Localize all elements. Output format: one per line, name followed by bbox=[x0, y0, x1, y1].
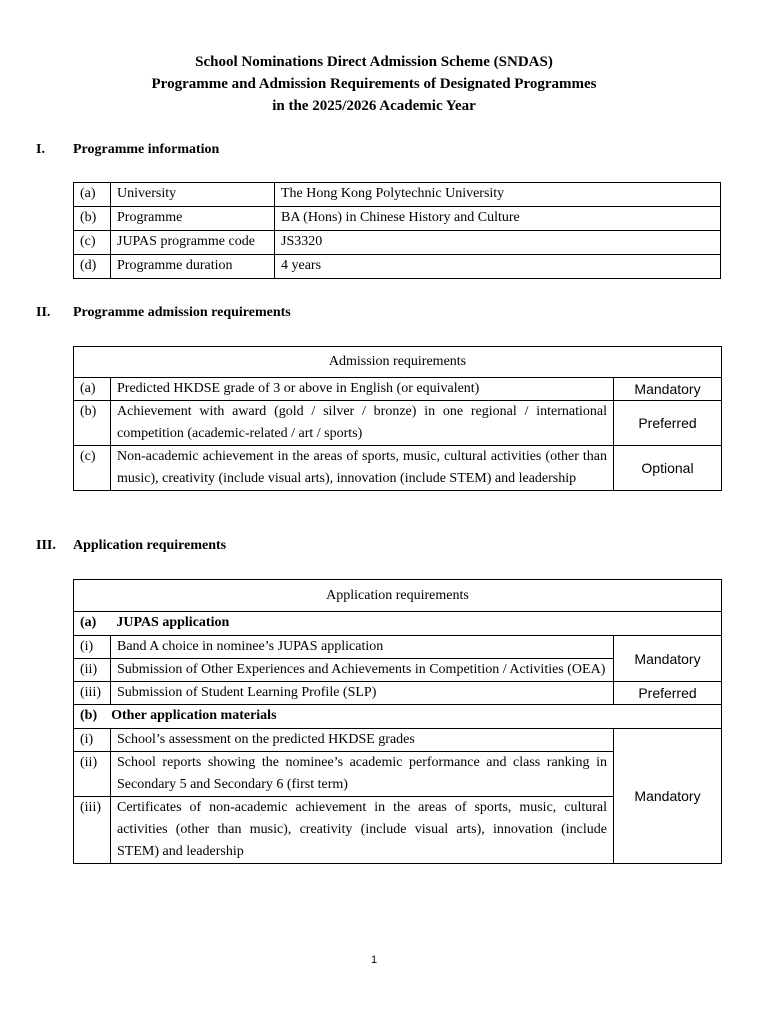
requirement-status: Mandatory bbox=[614, 636, 722, 682]
doc-title-line-2: Programme and Admission Requirements of Designated Programmes bbox=[151, 76, 597, 92]
requirement-status: Mandatory bbox=[614, 378, 722, 401]
field-value: JS3320 bbox=[275, 231, 721, 255]
doc-title-line-1: School Nominations Direct Admission Scheme (SNDAS) bbox=[195, 54, 553, 70]
table-row bbox=[74, 401, 722, 446]
admission-requirements-table bbox=[73, 346, 722, 491]
row-label: (b) bbox=[74, 207, 111, 231]
row-label: (ii) bbox=[74, 752, 111, 797]
row-label: (b) bbox=[74, 401, 111, 446]
table-row bbox=[74, 682, 722, 705]
requirement-text: School’s assessment on the predicted HKDSE grades bbox=[111, 729, 614, 752]
field-name: Programme bbox=[111, 207, 275, 231]
table-row bbox=[74, 231, 721, 255]
table-row bbox=[74, 183, 721, 207]
requirement-status: Optional bbox=[614, 446, 722, 491]
requirement-text: Predicted HKDSE grade of 3 or above in English (or equivalent) bbox=[111, 378, 614, 401]
requirement-status: Mandatory bbox=[614, 729, 722, 864]
row-label: (d) bbox=[74, 255, 111, 279]
section-2-title: Programme admission requirements bbox=[73, 305, 291, 320]
group-b-label: (b) bbox=[80, 708, 98, 723]
table-row bbox=[74, 207, 721, 231]
section-2-number: II. bbox=[36, 305, 51, 320]
requirement-text: Submission of Other Experiences and Achievements in Competition / Activities (OEA) bbox=[111, 659, 614, 682]
table-header-row bbox=[74, 347, 722, 378]
row-label: (a) bbox=[74, 378, 111, 401]
field-value: BA (Hons) in Chinese History and Culture bbox=[275, 207, 721, 231]
row-label: (c) bbox=[74, 446, 111, 491]
row-label: (iii) bbox=[74, 797, 111, 864]
field-name: University bbox=[111, 183, 275, 207]
page-number: 1 bbox=[370, 954, 378, 966]
table-row bbox=[74, 729, 722, 752]
row-label: (c) bbox=[74, 231, 111, 255]
requirement-text: School reports showing the nominee’s academic performance and class ranking in Secondary 5 and Secondary 6 (first term) bbox=[111, 752, 614, 797]
section-1-number: I. bbox=[36, 142, 45, 157]
group-b-header bbox=[74, 705, 722, 729]
group-a-title: JUPAS application bbox=[116, 615, 230, 630]
table-row bbox=[74, 446, 722, 491]
field-value: The Hong Kong Polytechnic University bbox=[275, 183, 721, 207]
row-label: (i) bbox=[74, 636, 111, 659]
requirement-text: Achievement with award (gold / silver / bronze) in one regional / international competition (academic-related / art / sports) bbox=[111, 401, 614, 446]
requirement-text: Certificates of non-academic achievement in the areas of sports, music, cultural activities (other than music), creativity (include visual arts), innovation (include STEM) and leadership bbox=[111, 797, 614, 864]
requirement-text: Band A choice in nominee’s JUPAS application bbox=[111, 636, 614, 659]
section-3-title: Application requirements bbox=[73, 538, 227, 553]
row-label: (a) bbox=[74, 183, 111, 207]
table-header-row bbox=[74, 580, 722, 612]
group-a-label: (a) bbox=[80, 615, 97, 630]
section-3-number: III. bbox=[36, 538, 56, 553]
doc-title-line-3: in the 2025/2026 Academic Year bbox=[272, 98, 476, 114]
table-row bbox=[74, 255, 721, 279]
field-name: JUPAS programme code bbox=[111, 231, 275, 255]
table-header: Application requirements bbox=[74, 580, 722, 612]
section-1-title: Programme information bbox=[73, 142, 220, 157]
group-b-title: Other application materials bbox=[111, 708, 277, 723]
programme-info-table bbox=[73, 182, 721, 279]
row-label: (ii) bbox=[74, 659, 111, 682]
field-value: 4 years bbox=[275, 255, 721, 279]
table-row bbox=[74, 378, 722, 401]
field-name: Programme duration bbox=[111, 255, 275, 279]
table-header: Admission requirements bbox=[74, 347, 722, 378]
group-a-header bbox=[74, 612, 722, 636]
group-b-header-row bbox=[74, 705, 722, 729]
requirement-text: Non-academic achievement in the areas of sports, music, cultural activities (other than music), creativity (include visual arts), innovation (include STEM) and leadership bbox=[111, 446, 614, 491]
requirement-status: Preferred bbox=[614, 401, 722, 446]
requirement-status: Preferred bbox=[614, 682, 722, 705]
application-requirements-table bbox=[73, 579, 722, 864]
group-a-header-row bbox=[74, 612, 722, 636]
row-label: (i) bbox=[74, 729, 111, 752]
row-label: (iii) bbox=[74, 682, 111, 705]
table-row bbox=[74, 636, 722, 659]
requirement-text: Submission of Student Learning Profile (SLP) bbox=[111, 682, 614, 705]
